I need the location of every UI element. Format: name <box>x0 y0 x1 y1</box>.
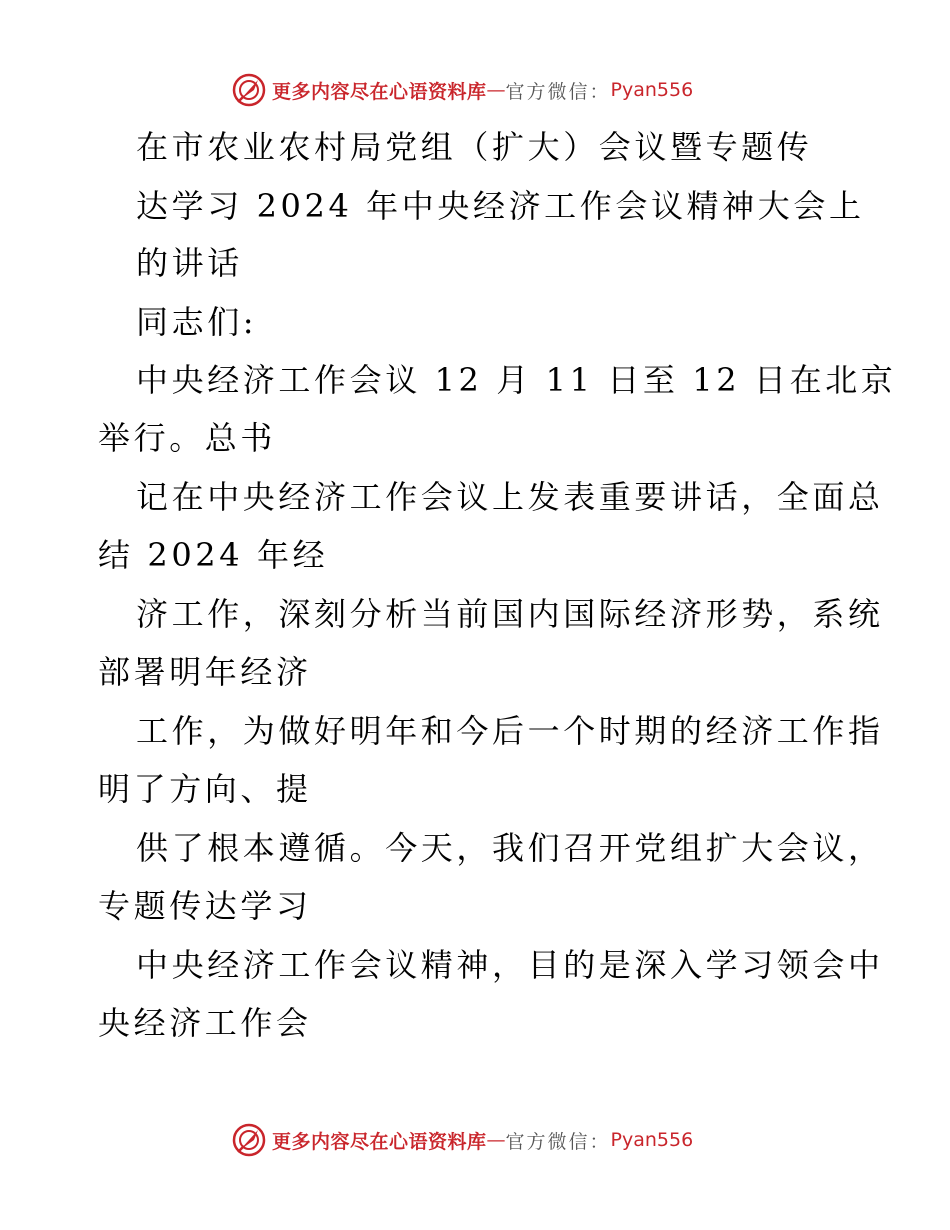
paragraph-line: 专题传达学习 <box>98 887 312 925</box>
banner-separator: — <box>486 79 506 101</box>
title-line-1: 在市农业农村局党组（扩大）会议暨专题传 <box>136 128 813 166</box>
salutation: 同志们: <box>136 303 258 341</box>
paragraph-line: 中央经济工作会议 12 月 11 日至 12 日在北京 <box>136 361 897 399</box>
paragraph-line: 结 2024 年经 <box>98 536 329 574</box>
banner-wechat-label: 官方微信： <box>505 80 611 103</box>
paragraph-line: 记在中央经济工作会议上发表重要讲话，全面总 <box>136 478 884 516</box>
paragraph-line: 央经济工作会 <box>98 1004 312 1042</box>
paragraph-line: 明了方向、提 <box>98 770 312 808</box>
quill-logo-icon <box>232 73 266 107</box>
banner-main-text: 更多内容尽在心语资料库 <box>272 1130 487 1153</box>
paragraph-line: 部署明年经济 <box>98 653 312 691</box>
footer-banner <box>232 1120 732 1160</box>
paragraph-line: 中央经济工作会议精神，目的是深入学习领会中 <box>136 946 884 984</box>
banner-wechat-label: 官方微信： <box>505 1130 611 1153</box>
paragraph-line: 供了根本遵循。今天，我们召开党组扩大会议， <box>136 829 884 867</box>
paragraph-line: 工作，为做好明年和今后一个时期的经济工作指 <box>136 712 884 750</box>
paragraph-line: 济工作，深刻分析当前国内国际经济形势，系统 <box>136 595 884 633</box>
title-line-2: 达学习 2024 年中央经济工作会议精神大会上 <box>136 187 865 225</box>
header-banner <box>232 70 732 110</box>
quill-logo-icon <box>232 1123 266 1157</box>
title-line-3: 的讲话 <box>136 244 243 282</box>
banner-separator: — <box>486 1129 506 1151</box>
banner-main-text: 更多内容尽在心语资料库 <box>272 80 487 103</box>
banner-wechat-id: Pyan556 <box>610 1129 694 1151</box>
paragraph-line: 举行。总书 <box>98 419 277 457</box>
banner-wechat-id: Pyan556 <box>610 79 694 101</box>
